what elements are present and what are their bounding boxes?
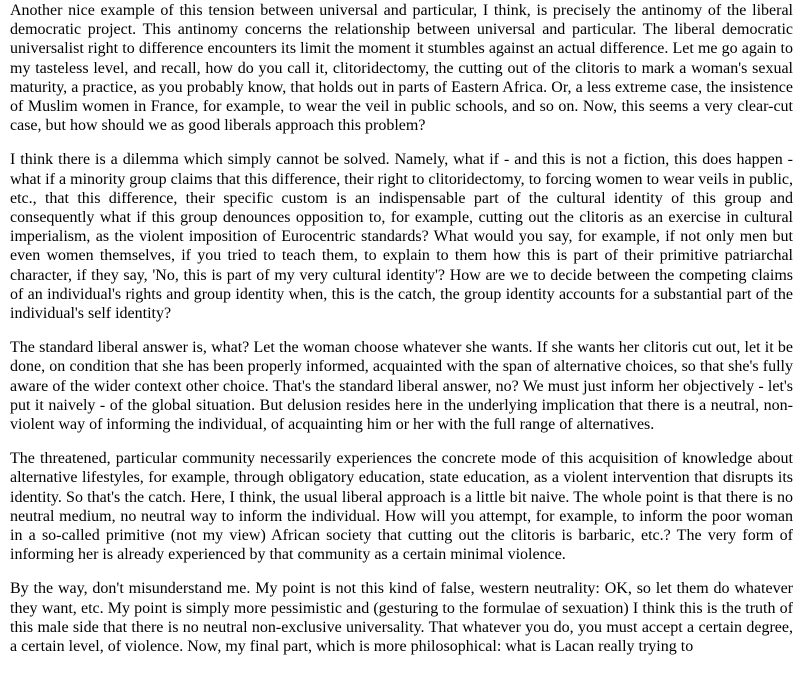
paragraph-2: I think there is a dilemma which simply cannot be solved. Namely, what if - and this is not a fiction, this does happen - what if a minority group claims that this difference, their right to clitoridectomy, to forcing women to wear veils in public, etc., that this difference, their specific custom is an indispensable part of the cultural identity of this group and consequently what if this group denounces opposition to, for example, cutting out the clitoris as an exercise in cultural imperialism, as the violent imposition of Eurocentric standards? What would you say, for example, if not only men but even women themselves, if you tried to teach them, to explain to them how this is part of their primitive patriarchal character, if they say, 'No, this is part of my very cultural identity'? How are we to decide between the competing claims of an individual's rights and group identity when, this is the catch, the group identity accounts for a substantial part of the individual's self identity? bbox=[10, 151, 793, 323]
paragraph-4: The threatened, particular community necessarily experiences the concrete mode of this acquisition of knowledge about alternative lifestyles, for example, through obligatory education, state education, as a violent intervention that disrupts its identity. So that's the catch. Here, I think, the usual liberal approach is a little bit naive. The whole point is that there is no neutral medium, no neutral way to inform the individual. How will you attempt, for example, to inform the poor woman in a so-called primitive (not my view) African society that cutting out the clitoris is barbaric, etc.? The very form of informing her is already experienced by that community as a certain minimal violence. bbox=[10, 450, 793, 564]
paragraph-3: The standard liberal answer is, what? Let the woman choose whatever she wants. If she wants her clitoris cut out, let it be done, on condition that she has been properly informed, acquainted with the span of alternative choices, so that she's fully aware of the wider context other choice. That's the standard liberal answer, no? We must just inform her objectively - let's put it naively - of the global situation. But delusion resides here in the underlying implication that there is a neutral, non-violent way of informing the individual, of acquainting him or her with the full range of alternatives. bbox=[10, 339, 793, 434]
paragraph-1: Another nice example of this tension between universal and particular, I think, is precisely the antinomy of the liberal democratic project. This antinomy concerns the relationship between universal and particular. The liberal democratic universalist right to difference encounters its limit the moment it stumbles against an actual difference. Let me go again to my tasteless level, and recall, how do you call it, clitoridectomy, the cutting out of the clitoris to mark a woman's sexual maturity, a practice, as you probably know, that holds out in parts of Eastern Africa. Or, a less extreme case, the insistence of Muslim women in France, for example, to wear the veil in public schools, and so on. Now, this seems a very clear-cut case, but how should we as good liberals approach this problem? bbox=[10, 2, 793, 135]
document-body bbox=[10, 1, 793, 671]
paragraph-5: By the way, don't misunderstand me. My point is not this kind of false, western neutrality: OK, so let them do whatever they want, etc. My point is simply more pessimistic and (gesturing to the formulae of sexuation) I think this is the truth of this male side that there is no neutral non-exclusive universality. That whatever you do, you must accept a certain degree, a certain level, of violence. Now, my final part, which is more philosophical: what is Lacan really trying to bbox=[10, 580, 793, 656]
